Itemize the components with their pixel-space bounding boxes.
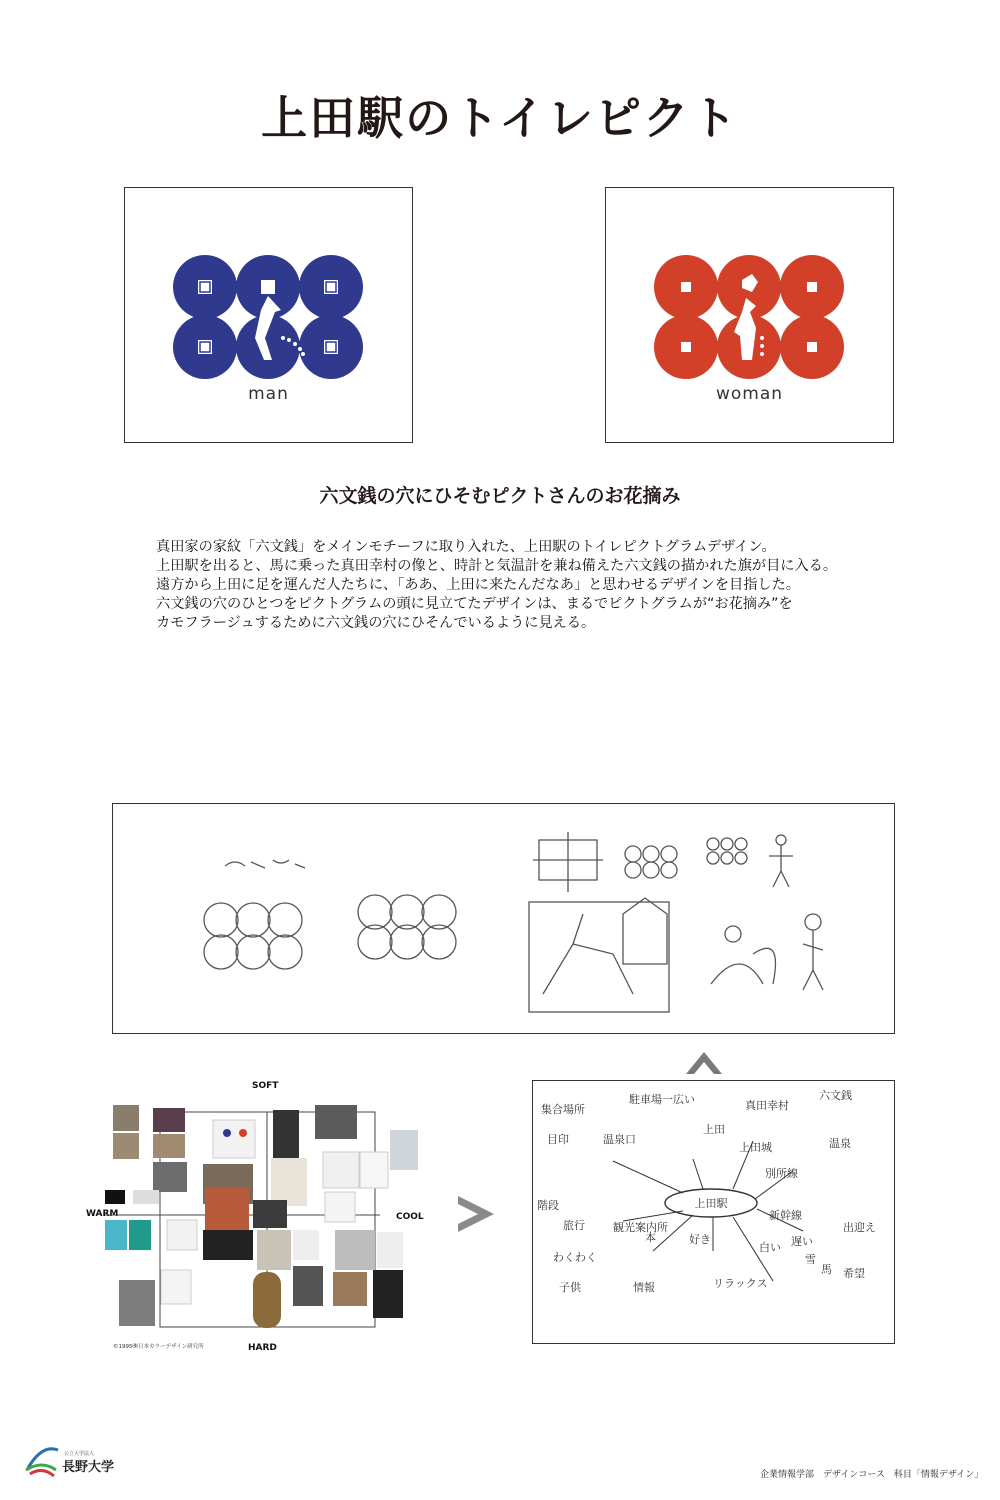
mindmap-word: 子供 (559, 1281, 581, 1294)
mindmap-word: 希望 (843, 1267, 865, 1280)
mindmap-word: 観光案内所 (613, 1221, 668, 1234)
mindmap-word: わくわく (553, 1251, 597, 1264)
mindmap-word: リラックス (713, 1277, 768, 1290)
hand-sketches (113, 804, 894, 1033)
man-label: man (248, 384, 289, 404)
positioning-map-label-bottom: HARD (248, 1343, 277, 1353)
description-line: カモフラージュするために六文銭の穴にひそんでいるように見える。 (156, 615, 596, 631)
university-logo-icon (24, 1440, 60, 1478)
positioning-map-label-right: COOL (396, 1212, 424, 1222)
pictogram-card-woman (605, 187, 894, 443)
description-line: 上田駅を出ると、馬に乗った真田幸村の像と、時計と気温計を兼ね備えた六文銭の描かれた旗が目に入る。 (156, 558, 838, 574)
chevron-right-icon (456, 1194, 496, 1234)
mindmap-word: 白い (759, 1241, 781, 1254)
mindmap-word: 本 (645, 1231, 656, 1244)
mindmap-word: 階段 (537, 1199, 559, 1212)
mindmap-panel (532, 1080, 895, 1344)
description-line: 遠方から上田に足を運んだ人たちに、「ああ、上田に来たんだなあ」と思わせるデザインを目指した。 (156, 577, 800, 593)
positioning-map-label-left: WARM (86, 1209, 119, 1219)
page-title: 上田駅のトイレピクト (261, 91, 739, 145)
description-line: 六文銭の穴のひとつをピクトグラムの頭に見立てたデザインは、まるでピクトグラムが“お花摘み”を (156, 596, 793, 612)
description (156, 538, 916, 633)
mindmap-word: 上田城 (739, 1141, 772, 1154)
mindmap-words (537, 1088, 876, 1294)
university-type-label: 公立大学法人 (64, 1451, 95, 1457)
mindmap-word: 六文銭 (819, 1089, 852, 1102)
mindmap-word: 出迎え (843, 1221, 876, 1234)
university-name: 長野大学 (62, 1460, 115, 1475)
man-pictogram (125, 188, 412, 388)
mindmap-word: 真田幸村 (745, 1099, 789, 1112)
woman-pictogram (606, 188, 893, 388)
mindmap-word: 旅行 (563, 1219, 585, 1232)
pictogram-card-man (124, 187, 413, 443)
course-info: 企業情報学部 デザインコース 科目「情報デザイン」 (760, 1470, 984, 1480)
mindmap-word: 好き (689, 1233, 711, 1246)
mindmap-word: 上田 (703, 1123, 725, 1136)
mindmap-word: 新幹線 (769, 1209, 802, 1222)
mindmap-center: 上田駅 (694, 1197, 728, 1210)
mindmap-word: 温泉 (829, 1137, 851, 1150)
mindmap-word: 目印 (547, 1133, 569, 1146)
subtitle: 六文銭の穴にひそむピクトさんのお花摘み (319, 485, 681, 507)
mindmap-word: 駐車場一広い (629, 1093, 695, 1106)
mindmap-word: 情報 (633, 1281, 655, 1294)
mindmap-word: 遅い (791, 1235, 813, 1248)
positioning-map (105, 1100, 420, 1340)
woman-label: woman (715, 384, 784, 404)
mindmap-word: 馬 (821, 1263, 832, 1276)
mindmap-word: 雪 (805, 1253, 816, 1266)
mindmap-word: 集合場所 (541, 1103, 585, 1116)
chevron-up-icon (684, 1040, 724, 1076)
description-line: 真田家の家紋「六文銭」をメインモチーフに取り入れた、上田駅のトイレピクトグラムデザイン。 (156, 539, 776, 555)
sketch-panel (112, 803, 895, 1034)
positioning-map-copyright: ©1995㈱日本カラーデザイン研究所 (113, 1344, 204, 1350)
mindmap-word: 温泉口 (603, 1133, 636, 1146)
mindmap (533, 1081, 894, 1343)
mindmap-word: 別所線 (765, 1167, 798, 1180)
positioning-map-label-top: SOFT (252, 1081, 279, 1091)
